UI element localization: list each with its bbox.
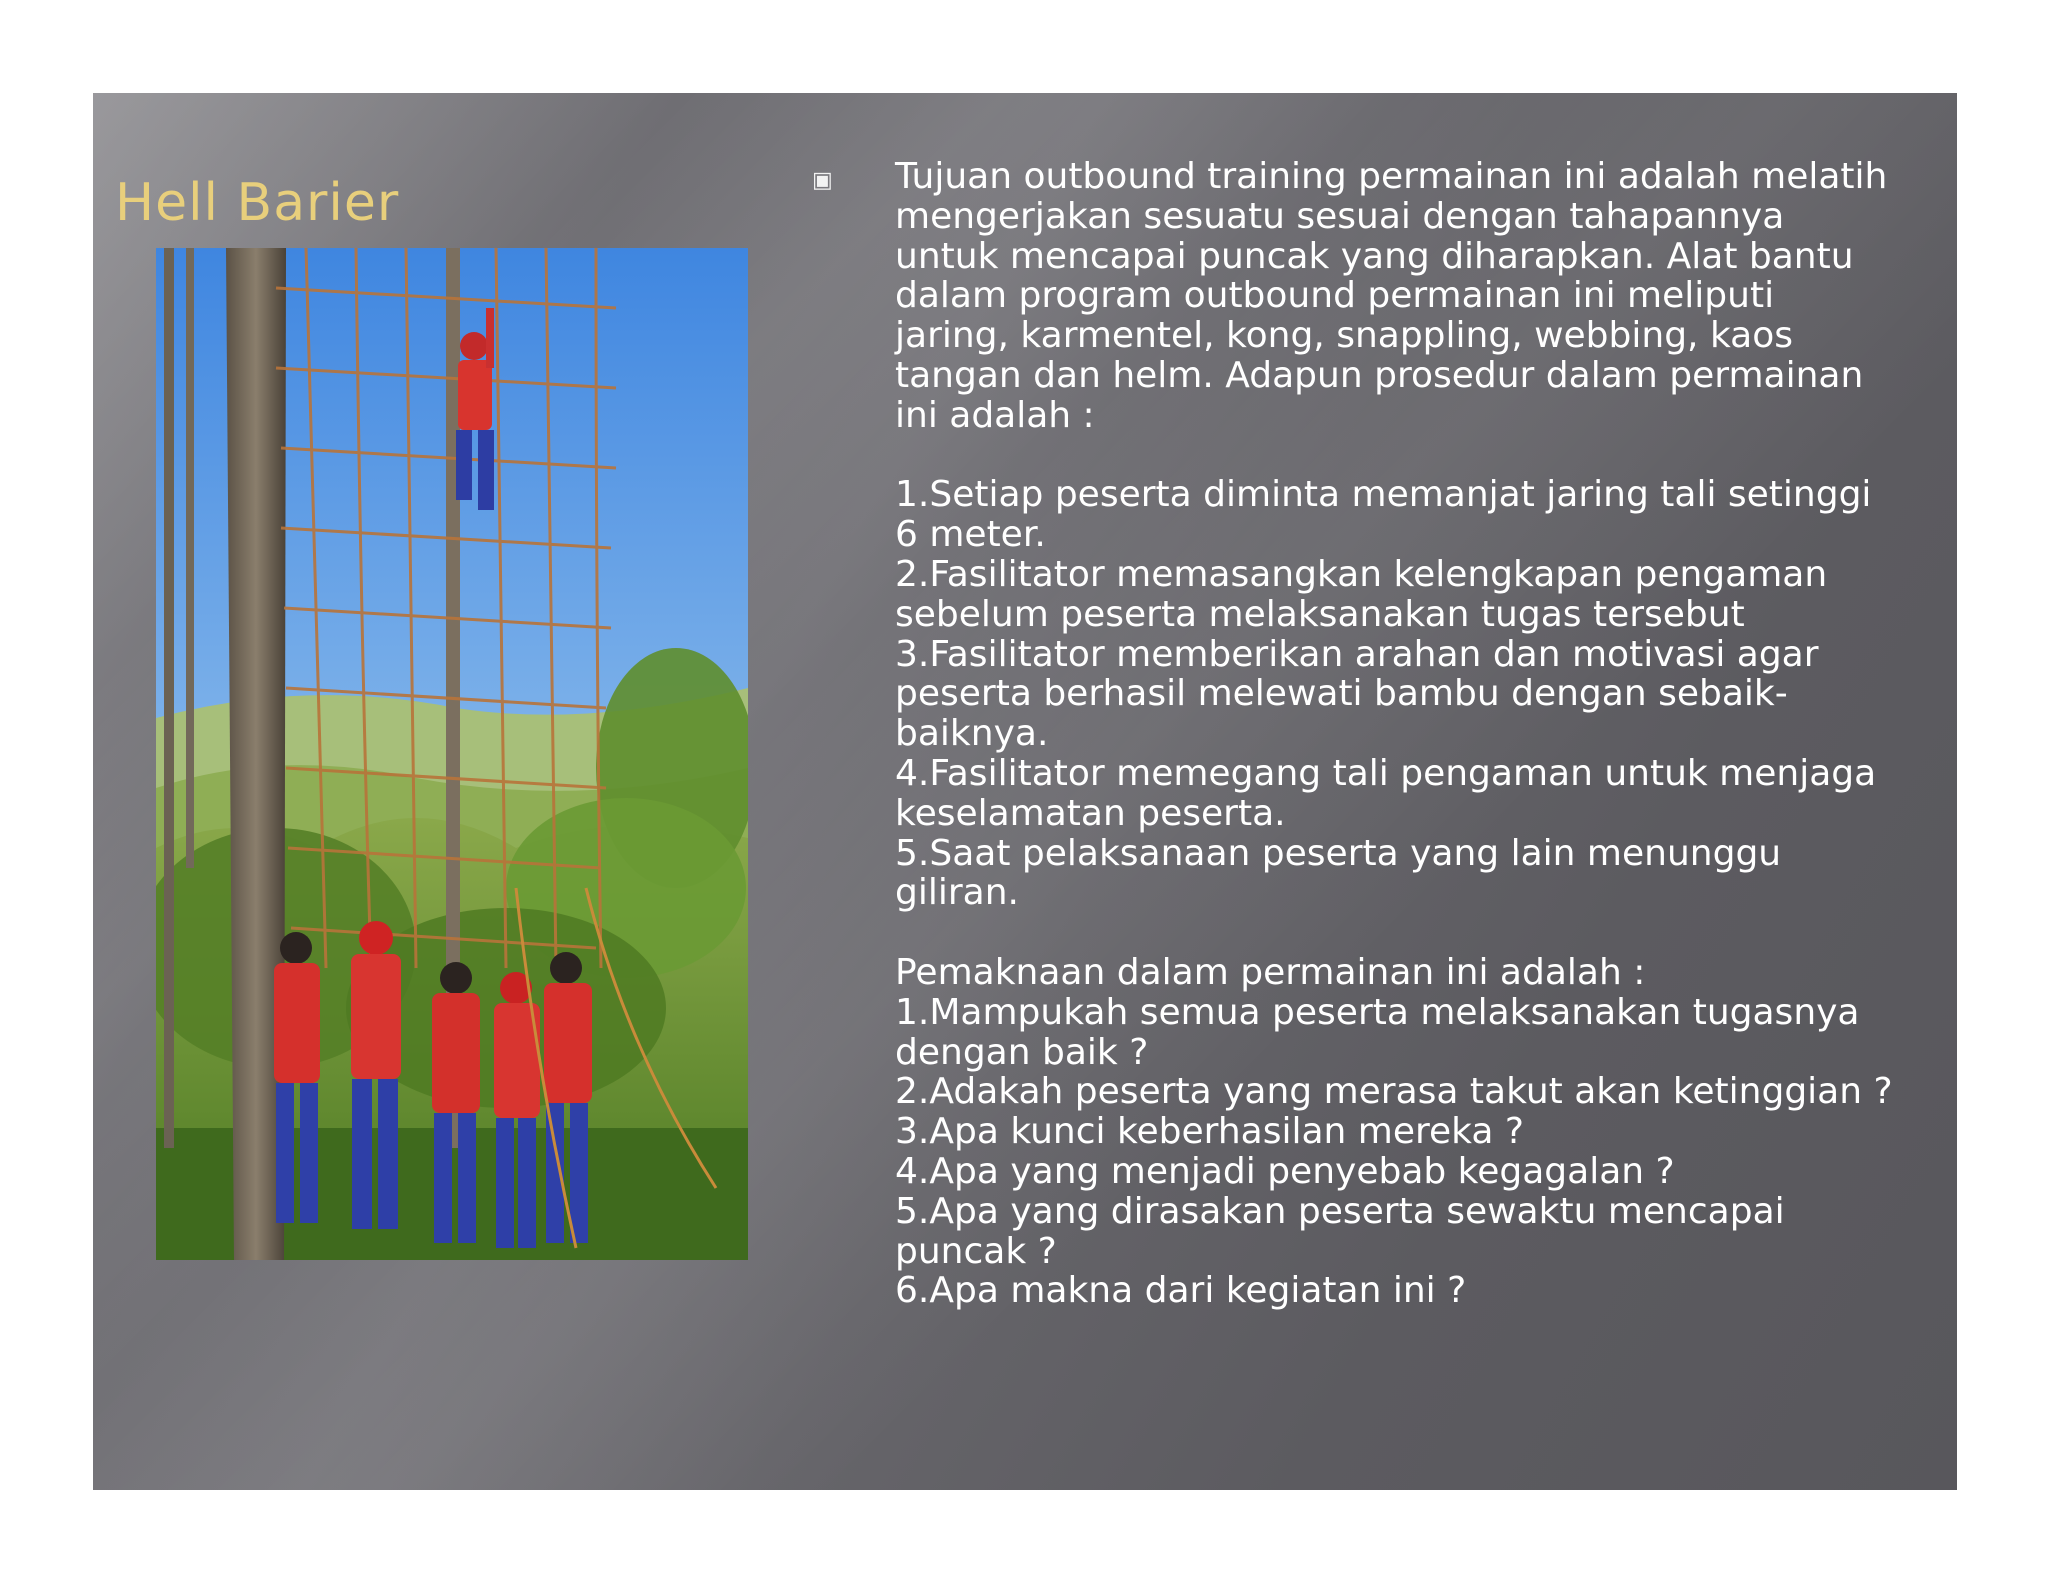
slide xyxy=(93,93,1957,1490)
slide-title: Hell Barier xyxy=(115,173,400,233)
meaning-item: 1.Mampukah semua peserta melaksanakan tugasnya dengan baik ? xyxy=(895,991,1860,1073)
meaning-item: 3.Apa kunci keberhasilan mereka ? xyxy=(895,1111,1524,1153)
meaning-item: 6.Apa makna dari kegiatan ini ? xyxy=(895,1270,1467,1312)
spacer xyxy=(895,436,1895,476)
square-bullet-icon: ▣ xyxy=(812,168,833,193)
meaning-item: 5.Apa yang dirasakan peserta sewaktu mencapai puncak ? xyxy=(895,1190,1785,1272)
procedure-item: 1.Setiap peserta diminta memanjat jaring tali setinggi 6 meter. xyxy=(895,474,1872,556)
procedure-item: 5.Saat pelaksanaan peserta yang lain menunggu giliran. xyxy=(895,832,1782,914)
procedure-item: 3.Fasilitator memberikan arahan dan motivasi agar peserta berhasil melewati bambu dengan sebaik-baiknya. xyxy=(895,633,1819,755)
climbing-net-photo xyxy=(156,248,748,1260)
procedure-item: 4.Fasilitator memegang tali pengaman untuk menjaga keselamatan peserta. xyxy=(895,752,1877,834)
meaning-heading: Pemaknaan dalam permainan ini adalah : xyxy=(895,951,1646,993)
body-text xyxy=(895,157,1895,1311)
meaning-item: 4.Apa yang menjadi penyebab kegagalan ? xyxy=(895,1150,1675,1192)
procedure-item: 2.Fasilitator memasangkan kelengkapan pengaman sebelum peserta melaksanakan tugas tersebut xyxy=(895,553,1828,635)
meaning-item: 2.Adakah peserta yang merasa takut akan ketinggian ? xyxy=(895,1071,1893,1113)
spacer xyxy=(895,913,1895,953)
intro-paragraph: Tujuan outbound training permainan ini adalah melatih mengerjakan sesuatu sesuai dengan tahapannya untuk mencapai puncak yang diharapkan. Alat bantu dalam program outbound permainan ini meliputi jaring, karmentel, kong, snappling, webbing, kaos tangan dan helm. Adapun prosedur dalam permainan ini adalah : xyxy=(895,156,1888,436)
